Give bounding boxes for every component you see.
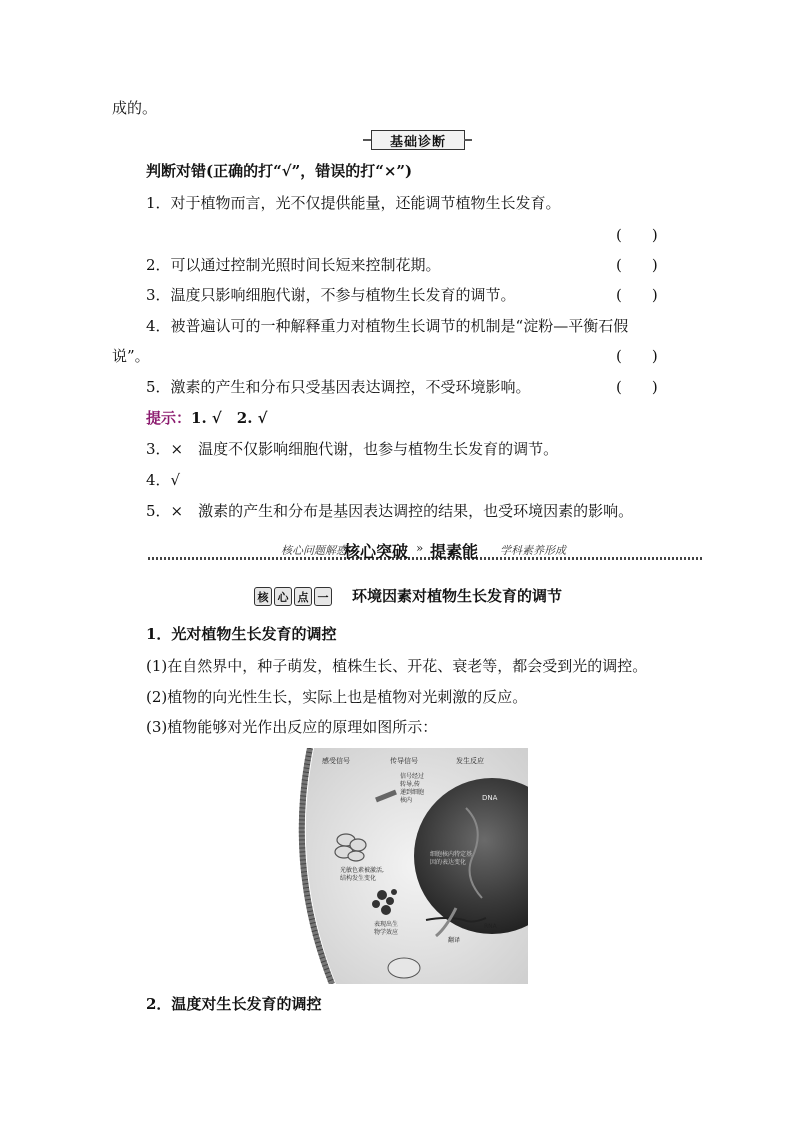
instruction: 判断对错(正确的打“√”，错误的打“×”) — [146, 162, 413, 180]
label-phyto-2: 结构发生变化 — [340, 875, 377, 882]
answer-blank-2: ( ) — [616, 256, 658, 274]
label-phyto-1: 光敏色素被激活, — [340, 867, 384, 874]
label-effect-2: 物学效应 — [374, 929, 399, 936]
badge-char: 核 — [254, 587, 272, 606]
answer-blank-5: ( ) — [616, 378, 658, 396]
section-bar-rule — [148, 557, 704, 560]
label-effect-1: 表现出生 — [374, 921, 399, 928]
section-bar-right-caption: 学科素养形成 — [500, 544, 566, 557]
diagram-svg — [296, 748, 528, 984]
label-dna: DNA — [482, 794, 498, 802]
question-4-cont: 说”。 — [112, 347, 150, 365]
hint-answers-1-2: 1. √ 2. √ — [191, 409, 268, 427]
question-4: 4．被普遍认可的一种解释重力对植物生长调节的机制是“淀粉—平衡石假 — [146, 317, 629, 335]
label-rna: RNA — [484, 923, 497, 930]
core-point-badge — [254, 587, 334, 605]
heading-light: 1．光对植物生长发育的调控 — [146, 625, 337, 643]
section-bar-left-caption: 核心问题解惑 — [281, 544, 347, 557]
section-banner: 基础诊断 — [371, 130, 465, 150]
continuation-text: 成的。 — [112, 99, 158, 117]
question-3: 3．温度只影响细胞代谢，不参与植物生长发育的调节。 — [146, 286, 516, 304]
label-signal-1: 信号经过 — [400, 773, 425, 780]
paragraph-2: (2)植物的向光性生长，实际上也是植物对光刺激的反应。 — [146, 688, 528, 706]
section-bar-arrow-icon: » — [416, 541, 424, 555]
label-translate: 翻译 — [448, 937, 461, 944]
label-gene-1: 细胞核内特定基 — [430, 851, 473, 858]
hint-answer-4: 4．√ — [146, 471, 181, 489]
hint-answer-3: 3．× 温度不仅影响细胞代谢，也参与植物生长发育的调节。 — [146, 440, 559, 458]
label-response: 发生反应 — [456, 757, 484, 765]
question-5: 5．激素的产生和分布只受基因表达调控，不受环境影响。 — [146, 378, 531, 396]
hint-line-1 — [146, 408, 268, 428]
badge-char: 点 — [294, 587, 312, 606]
banner-left-rule — [363, 139, 371, 141]
answer-blank-4: ( ) — [616, 347, 658, 365]
badge-char: 心 — [274, 587, 292, 606]
label-transduce: 传导信号 — [390, 757, 418, 765]
phytochrome-diagram — [296, 748, 528, 984]
question-2: 2．可以通过控制光照时间长短来控制花期。 — [146, 256, 441, 274]
label-signal-2: 转导,传 — [400, 781, 420, 788]
badge-char: 一 — [314, 587, 332, 606]
paragraph-3: (3)植物能够对光作出反应的原理如图所示： — [146, 718, 438, 736]
heading-temperature: 2．温度对生长发育的调控 — [146, 995, 322, 1013]
label-gene-2: 因的表达变化 — [430, 859, 467, 866]
label-signal-4: 核内 — [400, 797, 413, 804]
answer-blank-1: ( ) — [616, 226, 658, 244]
banner-right-rule — [464, 139, 472, 141]
hint-answer-5: 5．× 激素的产生和分布是基因表达调控的结果，也受环境因素的影响。 — [146, 502, 634, 520]
core-point-title: 环境因素对植物生长发育的调节 — [352, 587, 563, 605]
ribosome — [388, 958, 420, 978]
hint-label: 提示： — [146, 409, 192, 427]
section-bar — [148, 540, 704, 562]
label-signal-3: 递到细胞 — [400, 789, 425, 796]
label-receive: 感受信号 — [322, 757, 350, 765]
section-bar-title-2: 提素能 — [430, 542, 479, 561]
paragraph-1: (1)在自然界中，种子萌发，植株生长、开花、衰老等，都会受到光的调控。 — [146, 657, 648, 675]
question-1: 1．对于植物而言，光不仅提供能量，还能调节植物生长发育。 — [146, 194, 561, 212]
answer-blank-3: ( ) — [616, 286, 658, 304]
section-bar-title-1: 核心突破 — [344, 542, 409, 561]
